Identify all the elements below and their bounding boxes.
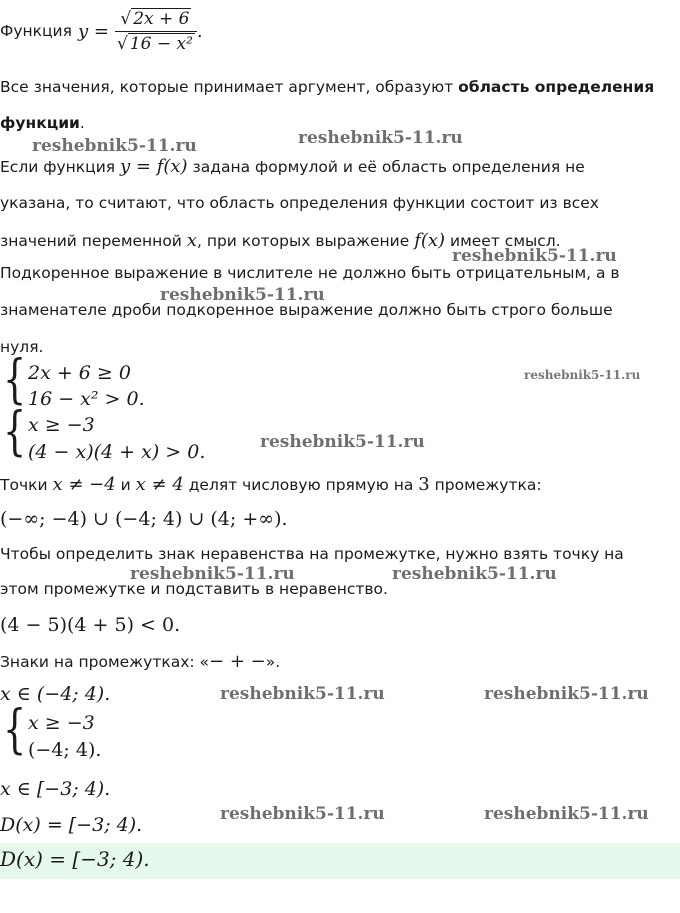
intervals: (−∞; −4) ∪ (−4; 4) ∪ (4; +∞). xyxy=(0,508,288,530)
system-2-line-2: (4 − x)(4 + x) > 0. xyxy=(28,441,206,463)
domain-result: D(x) = [−3; 4). xyxy=(0,814,143,836)
para1-end: . xyxy=(79,114,85,132)
points-text-a: Точки xyxy=(0,476,53,494)
para2-text-b: задана формулой и её область определения не xyxy=(187,158,585,176)
system-3 xyxy=(0,700,300,764)
system-3-line-2: (−4; 4). xyxy=(28,739,102,761)
para3-line2: знаменателе дроби подкоренное выражение должно быть строго больше xyxy=(0,301,613,319)
set-2: x ∈ [−3; 4). xyxy=(0,778,111,800)
para2-text-c: значений переменной xyxy=(0,232,187,250)
intro-denominator: 16 − x² xyxy=(129,33,193,54)
system-2 xyxy=(0,402,300,466)
watermark-2: reshebnik5-11.ru xyxy=(298,128,463,148)
intro-dot: . xyxy=(196,20,203,42)
watermark-11: reshebnik5-11.ru xyxy=(220,804,385,824)
para2-text-e: имеет смысл. xyxy=(445,232,561,250)
intro-prefix: Функция xyxy=(0,22,72,40)
system-2-brace: { xyxy=(3,402,27,462)
watermark-10: reshebnik5-11.ru xyxy=(484,684,649,704)
signs-math: − + − xyxy=(209,651,266,672)
system-1-line-1: 2x + 6 ≥ 0 xyxy=(28,362,131,384)
para4-line1: Чтобы определить знак неравенства на промежутке, нужно взять точку на xyxy=(0,545,624,563)
intro-line xyxy=(0,6,203,56)
watermark-12: reshebnik5-11.ru xyxy=(484,804,649,824)
watermark-9: reshebnik5-11.ru xyxy=(220,684,385,704)
system-3-brace: { xyxy=(3,700,27,760)
watermark-8: reshebnik5-11.ru xyxy=(392,564,557,584)
signs-text-a: Знаки на промежутках: « xyxy=(0,653,210,671)
points-text-d: промежутка: xyxy=(429,476,542,494)
para3-line1: Подкоренное выражение в числителе не должно быть отрицательным, а в xyxy=(0,264,620,282)
para1-line2 xyxy=(0,114,85,132)
system-1-brace: { xyxy=(3,350,27,410)
intro-numerator: 2x + 6 xyxy=(133,8,190,29)
para1-bold2: функции xyxy=(0,114,80,132)
answer-box xyxy=(0,843,680,879)
system-2-line-1: x ≥ −3 xyxy=(28,414,95,436)
para2-line2: указана, то считают, что область определения функции состоит из всех xyxy=(0,194,599,212)
set-1: x ∈ (−4; 4). xyxy=(0,683,111,705)
watermark-3: reshebnik5-11.ru xyxy=(452,246,617,266)
para1-bold: область определения xyxy=(458,78,655,96)
para2-text-a: Если функция xyxy=(0,158,121,176)
system-1 xyxy=(0,350,300,414)
check-expression: (4 − 5)(4 + 5) < 0. xyxy=(0,614,181,636)
system-1-line-2: 16 − x² > 0. xyxy=(28,388,145,410)
points-math-1: x ≠ −4 xyxy=(52,474,116,495)
points-line xyxy=(0,474,542,495)
para4-line2: этом промежутке и подставить в неравенство. xyxy=(0,580,388,598)
points-text-b: и xyxy=(115,476,136,494)
signs-text-b: ». xyxy=(265,653,281,671)
para1-line1 xyxy=(0,78,654,96)
points-math-2: x ≠ 4 xyxy=(135,474,184,495)
para3-line3: нуля. xyxy=(0,338,44,356)
para2-math-fx: f(x) xyxy=(414,230,446,251)
para2-math-func: y = f(x) xyxy=(120,156,188,177)
para2-text-d: , при которых выражение xyxy=(196,232,415,250)
para2-line1 xyxy=(0,156,585,177)
para2-math-x: x xyxy=(186,230,197,251)
points-math-3: 3 xyxy=(418,474,430,495)
watermark-1: reshebnik5-11.ru xyxy=(32,136,197,156)
intro-func-lhs: y = xyxy=(77,20,109,42)
answer-text: D(x) = [−3; 4). xyxy=(0,847,150,871)
watermark-7: reshebnik5-11.ru xyxy=(130,564,295,584)
watermark-4: reshebnik5-11.ru xyxy=(160,285,325,305)
watermark-5: reshebnik5-11.ru xyxy=(524,368,641,382)
intro-fraction: $\frac{√ 2x + 6}{\text{√ 16 − x²}}$ xyxy=(115,9,197,54)
signs-line xyxy=(0,651,280,672)
system-3-line-1: x ≥ −3 xyxy=(28,712,95,734)
points-text-c: делят числовую прямую на xyxy=(183,476,419,494)
para1-text: Все значения, которые принимает аргумент, образуют xyxy=(0,78,459,96)
watermark-6: reshebnik5-11.ru xyxy=(260,432,425,452)
